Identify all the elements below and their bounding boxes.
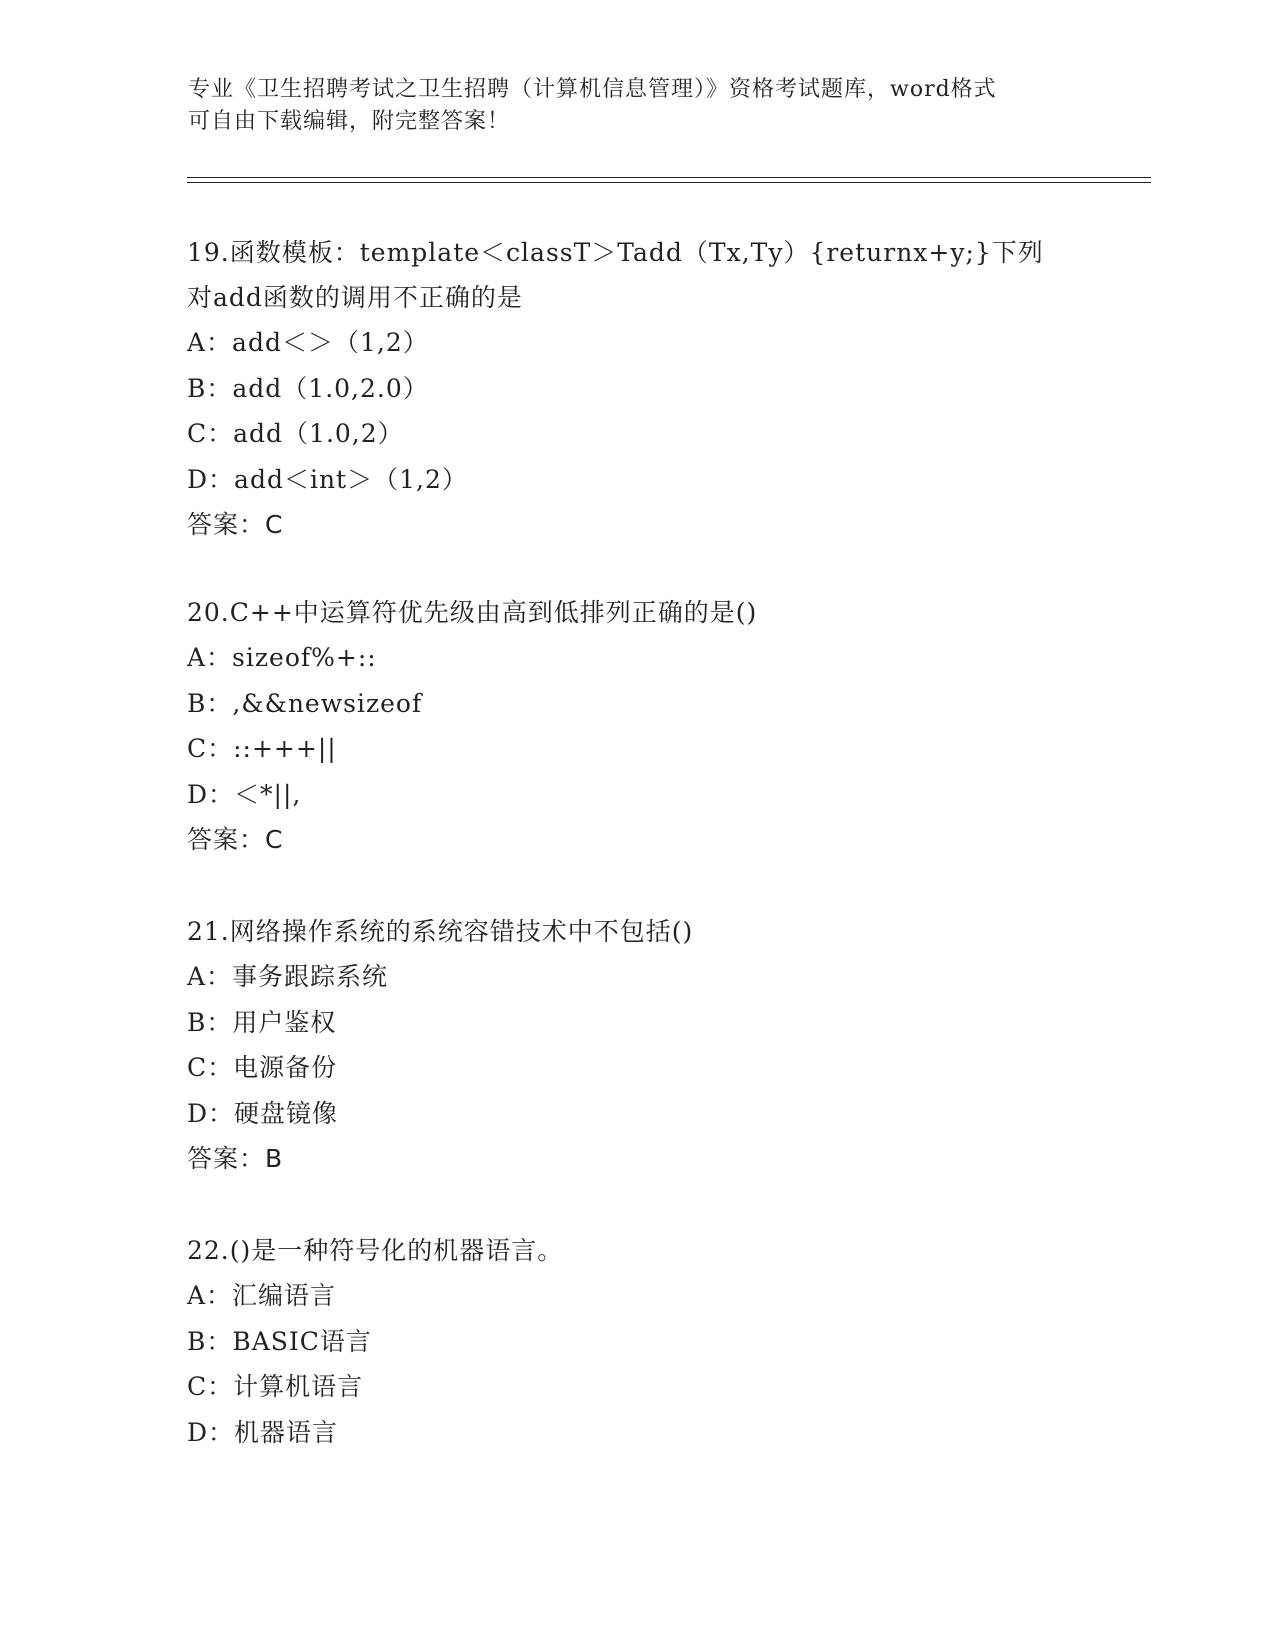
header-divider-bottom (187, 182, 1151, 183)
header-line-1: 专业《卫生招聘考试之卫生招聘（计算机信息管理）》资格考试题库，word格式 (188, 77, 997, 102)
option-a: A：事务跟踪系统 (187, 962, 389, 991)
question-stem: 20.C++中运算符优先级由高到低排列正确的是() (187, 598, 758, 627)
question-19 (187, 230, 1087, 547)
option-d: D：add＜int＞（1,2） (187, 464, 468, 494)
option-b: B：,&&newsizeof (187, 688, 423, 718)
question-21 (187, 909, 1087, 1181)
answer: 答案：B (187, 1144, 284, 1173)
option-a: A：汇编语言 (187, 1281, 337, 1310)
option-b: B：BASIC语言 (187, 1326, 372, 1356)
document-header (188, 74, 1088, 138)
question-stem: 19.函数模板：template＜classT＞Tadd（Tx,Ty）{returnx+y;}下列 (187, 238, 1044, 267)
option-c: C：add（1.0,2） (187, 419, 404, 448)
question-stem-continued: 对add函数的调用不正确的是 (187, 283, 523, 312)
answer: 答案：C (187, 825, 284, 854)
option-b: B：add（1.0,2.0） (187, 373, 429, 403)
option-c: C：计算机语言 (187, 1372, 364, 1401)
header-divider-top (187, 177, 1151, 178)
option-d: D：硬盘镜像 (187, 1098, 339, 1128)
answer: 答案：C (187, 510, 284, 539)
option-b: B：用户鉴权 (187, 1007, 337, 1037)
option-c: C：::+++|| (187, 734, 337, 763)
question-22 (187, 1228, 1087, 1455)
question-stem: 22.()是一种符号化的机器语言。 (187, 1236, 564, 1265)
option-a: A：sizeof%+:: (187, 643, 377, 672)
option-d: D：机器语言 (187, 1417, 339, 1447)
option-c: C：电源备份 (187, 1053, 338, 1082)
option-d: D：＜*||, (187, 779, 302, 809)
option-a: A：add＜＞（1,2） (187, 328, 429, 357)
header-line-2: 可自由下载编辑，附完整答案！ (188, 109, 511, 134)
question-stem: 21.网络操作系统的系统容错技术中不包括() (187, 917, 694, 946)
question-20 (187, 590, 1087, 862)
